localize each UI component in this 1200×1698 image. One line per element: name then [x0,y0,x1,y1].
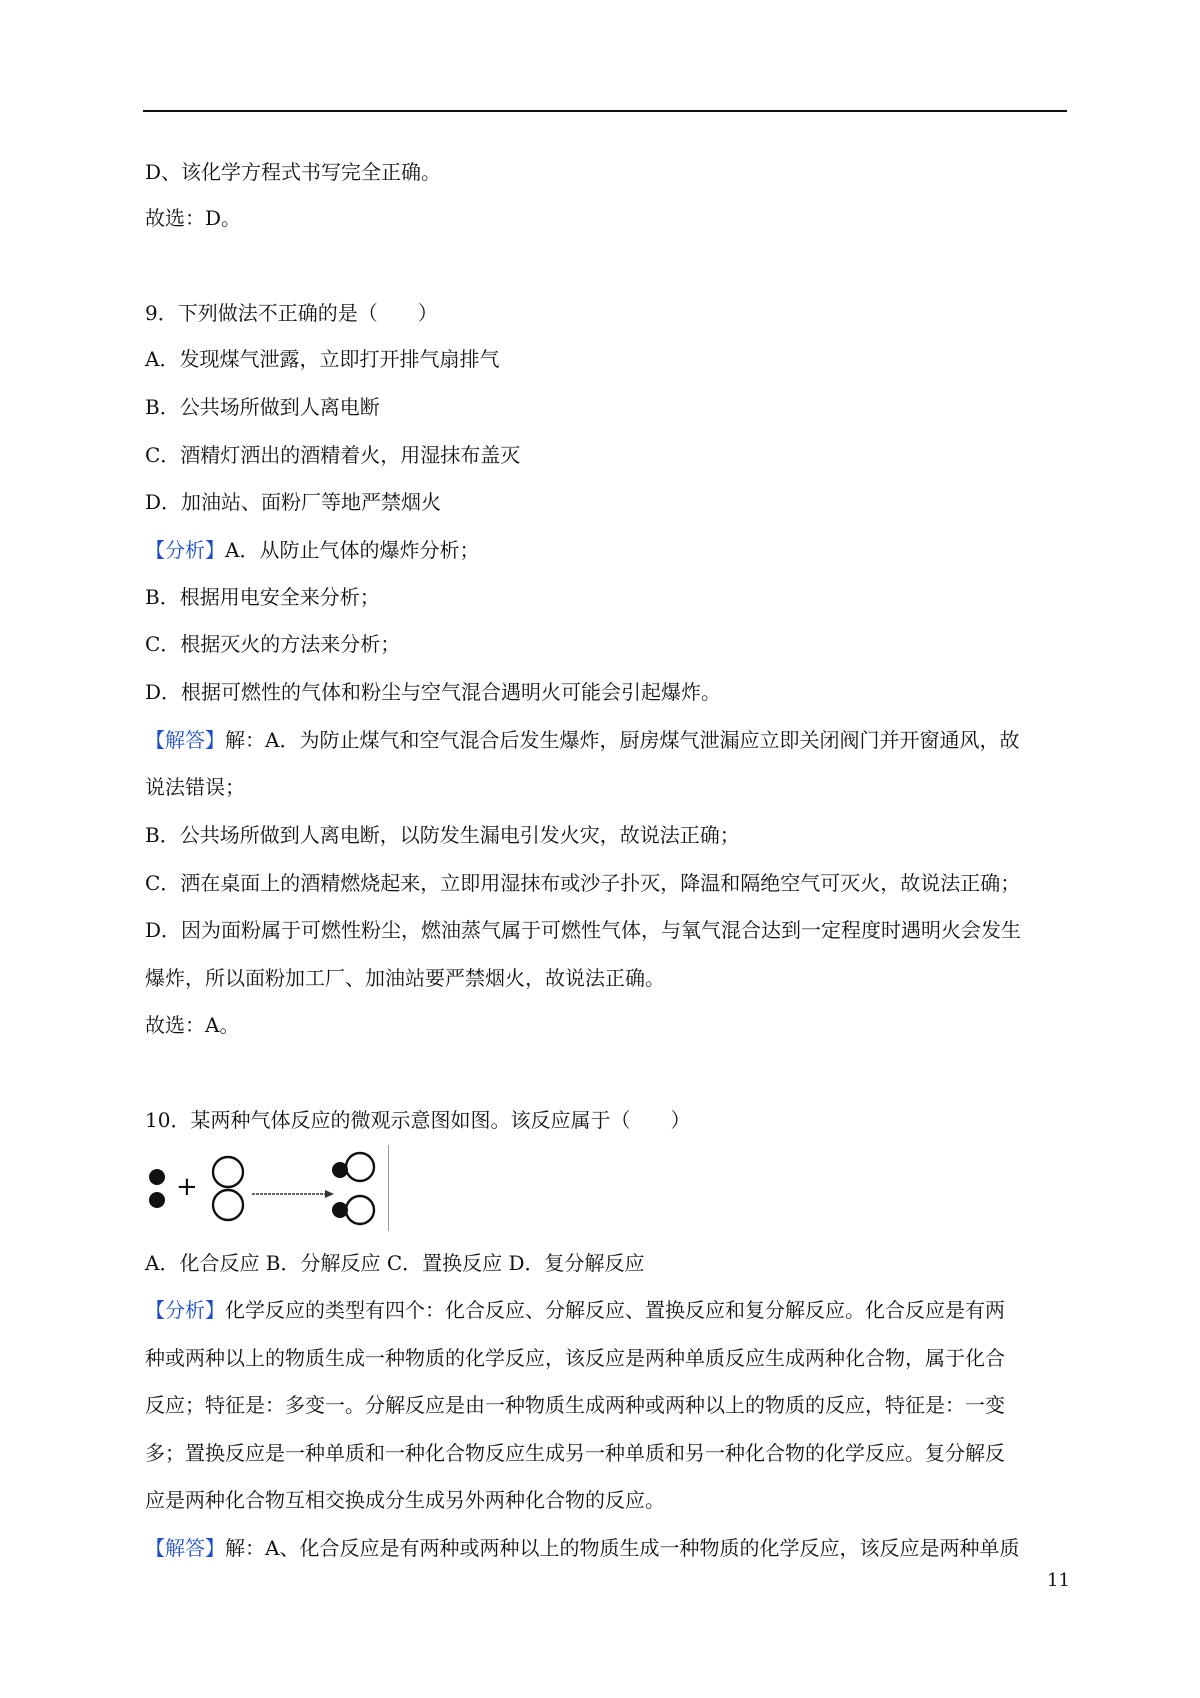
analysis-text: 化学反应的类型有四个：化合反应、分解反应、置换反应和复分解反应。化合反应是有两 [225,1298,1005,1322]
option-a: A．发现煤气泄露，立即打开排气扇排气 [145,347,500,371]
answer-tag: 【解答】 [145,1536,225,1560]
text-line: D．根据可燃性的气体和粉尘与空气混合遇明火可能会引起爆炸。 [145,680,722,704]
question-10-stem: 10．某两种气体反应的微观示意图如图。该反应属于（ ） [145,1108,691,1132]
text-line: 种或两种以上的物质生成一种物质的化学反应，该反应是两种单质反应生成两种化合物，属于化合 [145,1346,1005,1370]
text-line: 应是两种化合物互相交换成分生成另外两种化合物的反应。 [145,1488,665,1512]
text-line: 说法错误； [145,775,245,799]
black-atom [149,1169,165,1185]
text-line: 爆炸，所以面粉加工厂、加油站要严禁烟火，故说法正确。 [145,966,665,990]
answer-tag: 【解答】 [145,728,225,752]
analysis-text: A．从防止气体的爆炸分析； [225,538,480,562]
question-9-stem: 9．下列做法不正确的是（ ） [145,301,438,325]
reaction-diagram-svg [140,1145,388,1231]
answer-text: 解：A、化合反应是有两种或两种以上的物质生成一种物质的化学反应，该反应是两种单质 [225,1536,1020,1560]
text-line: D．因为面粉属于可燃性粉尘，燃油蒸气属于可燃性气体，与氧气混合达到一定程度时遇明火会发生 [145,918,1022,942]
analysis-line [145,1298,1005,1322]
text-line: 故选：D。 [145,206,242,230]
white-atom [213,1157,243,1187]
text-line: B．根据用电安全来分析； [145,585,380,609]
answer-line [145,1536,1019,1560]
text-line: D、该化学方程式书写完全正确。 [145,160,442,184]
text-line: 多；置换反应是一种单质和一种化合物反应生成另一种单质和另一种化合物的化学反应。复分解反 [145,1441,1005,1465]
analysis-tag: 【分析】 [145,538,225,562]
text-line: C．洒在桌面上的酒精燃烧起来，立即用湿抹布或沙子扑灭，降温和隔绝空气可灭火，故说法正确； [145,871,1021,895]
reaction-diagram [140,1145,389,1231]
page-number: 11 [1047,1570,1070,1591]
option-b: B．公共场所做到人离电断 [145,395,380,419]
answer-text: 解：A．为防止煤气和空气混合后发生爆炸，厨房煤气泄漏应立即关闭阀门并开窗通风，故 [225,728,1020,752]
plus-sign: + [176,1172,198,1202]
header-rule [143,110,1067,112]
option-d: D．加油站、面粉厂等地严禁烟火 [145,490,442,514]
analysis-tag: 【分析】 [145,1298,225,1322]
arrow-head-icon [325,1190,334,1198]
text-line: B．公共场所做到人离电断，以防发生漏电引发火灾，故说法正确； [145,823,740,847]
white-atom [346,1153,374,1181]
white-atom [213,1190,243,1220]
answer-line [145,728,1019,752]
option-c: C．酒精灯洒出的酒精着火，用湿抹布盖灭 [145,443,521,467]
question-10-options: A．化合反应 B．分解反应 C．置换反应 D．复分解反应 [145,1251,645,1275]
text-line: C．根据灭火的方法来分析； [145,632,401,656]
text-line: 故选：A。 [145,1013,240,1037]
analysis-line [145,538,479,562]
white-atom [346,1196,374,1224]
black-atom [149,1192,165,1208]
text-line: 反应；特征是：多变一。分解反应是由一种物质生成两种或两种以上的物质的反应，特征是：一变 [145,1393,1005,1417]
